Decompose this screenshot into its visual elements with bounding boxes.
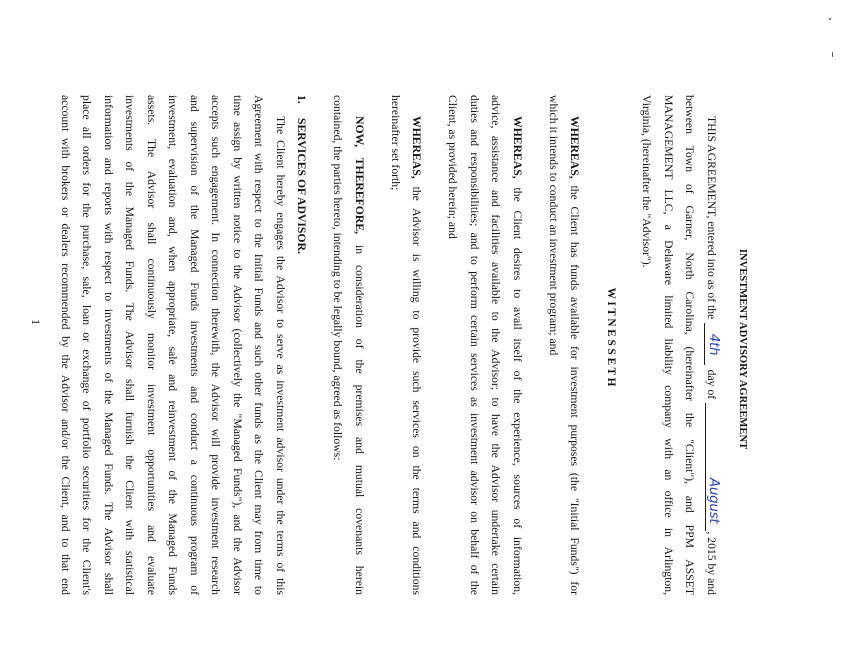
- recital-3-line-1: [406, 95, 428, 595]
- recital-text: the Advisor is willing to provide such services on the terms and conditions: [410, 186, 424, 595]
- recital-lead: WHEREAS,: [568, 116, 582, 179]
- recital-lead: WHEREAS,: [510, 116, 524, 179]
- witnesseth-heading: W I T N E S S E T H: [605, 287, 618, 387]
- section-number: 1.: [295, 95, 309, 104]
- section-1-line-8: investments of the Managed Funds. The Advisor shall furnish the Client with statistical: [123, 95, 137, 595]
- section-1-line-4: accepts such engagement. In connection therewith, the Advisor will provide investment research: [209, 95, 223, 595]
- section-1: [54, 95, 312, 595]
- recital-paragraph-3: [384, 95, 427, 595]
- section-1-line-6: investment, evaluation and, when appropriate, sale and reinvestment of the Managed Funds: [166, 95, 180, 595]
- scan-speck: [829, 18, 831, 20]
- section-1-line-2: Agreement with respect to the Initial Funds and such other funds as the Client may from time to: [252, 95, 266, 595]
- section-1-line-9: information and reports with respect to investments of the Managed Funds. The Advisor shall: [101, 95, 115, 595]
- page-number: 1: [29, 319, 42, 325]
- recital-2-line-3: duties and responsibilities; and to perform certain services as investment advisor on behalf of the: [467, 95, 481, 595]
- recital-1-line-2: which it intends to conduct an investment program; and: [546, 95, 560, 356]
- recital-3-line-2: hereinafter set forth;: [388, 95, 402, 191]
- document-body: [54, 95, 722, 595]
- section-heading: [291, 95, 313, 595]
- recital-2-line-2: advice, assistance and facilities available to the Advisor; to have the Advisor undertake certain: [489, 95, 503, 595]
- recital-1-line-1: [564, 95, 586, 595]
- preamble-paragraph: [636, 95, 722, 595]
- recital-text: the Client has funds available for investment purposes (the "Initial Funds") for: [568, 185, 582, 595]
- handwritten-day: 4th: [705, 333, 722, 356]
- now-therefore-paragraph: [327, 95, 370, 595]
- preamble-line-4: Virginia, (hereinafter the "Advisor").: [640, 95, 654, 268]
- section-1-line-10: place all orders for the purchase, sale, loan or exchange of portfolio securities for the Client's: [80, 95, 94, 595]
- section-1-line-5: and supervision of the Managed Funds investments and conduct a continuous program of: [187, 95, 201, 595]
- preamble-text-start: THIS AGREEMENT, entered into as of the: [704, 116, 718, 320]
- recital-text: the Client desires to avail itself of the experience, sources of information,: [510, 187, 524, 596]
- preamble-month-group: [700, 403, 722, 595]
- section-1-line-7: assets. The Advisor shall continuously monitor investment opportunities and evaluate: [144, 95, 158, 595]
- preamble-line-2: between Town of Garner, North Carolina, (hereinafter the "Client"), and PPM ASSET: [683, 95, 697, 595]
- preamble-text-year: , 2015 by and: [704, 531, 718, 595]
- now-therefore-text: in consideration of the premises and mutual covenants herein: [352, 244, 366, 596]
- recital-2-line-1: [506, 95, 528, 595]
- document-title: INVESTMENT ADVISORY AGREEMENT: [737, 248, 748, 450]
- section-1-line-11: account with brokers or dealers recommended by the Advisor and/or the Client, and to that end: [58, 95, 72, 595]
- month-blank: [705, 403, 722, 531]
- scan-speck: [832, 52, 833, 57]
- recital-paragraph-1: [542, 95, 585, 595]
- day-blank: [704, 323, 722, 365]
- recital-paragraph-2: [442, 95, 528, 595]
- now-therefore-line-2: contained, the parties hereto, intending to be legally bound, agreed as follows:: [331, 95, 345, 461]
- preamble-text-day-of: day of: [704, 369, 718, 400]
- now-therefore-lead: NOW, THEREFORE,: [352, 116, 366, 235]
- section-heading-text: SERVICES OF ADVISOR.: [295, 118, 309, 254]
- section-1-line-3: time assign by written notice to the Advisor (collectively the "Managed Funds"), and the Advisor: [230, 95, 244, 595]
- preamble-line-1: [700, 95, 722, 595]
- recital-2-line-4: Client, as provided herein; and: [446, 95, 460, 239]
- handwritten-month: August: [705, 477, 722, 524]
- recital-lead: WHEREAS,: [410, 116, 424, 179]
- section-1-line-1: The Client hereby engages the Advisor to serve as investment advisor under the terms of this: [273, 116, 287, 595]
- preamble-line-3: MANAGEMENT LLC, a Delaware limited liability company with an office in Arlington,: [661, 95, 675, 595]
- now-therefore-line-1: [348, 95, 370, 595]
